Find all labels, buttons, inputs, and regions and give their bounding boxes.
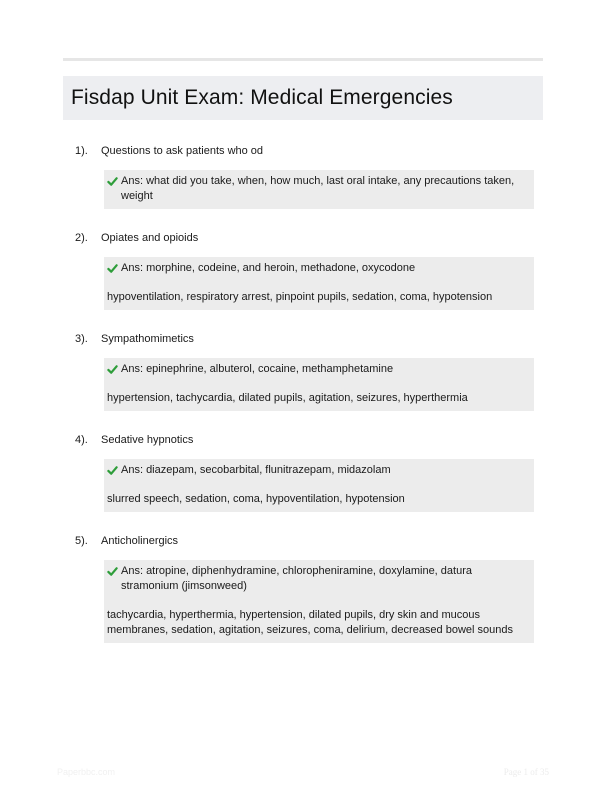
answer-details: slurred speech, sedation, coma, hypoventilation, hypotension (107, 493, 405, 505)
question-number: 5). (75, 535, 88, 547)
question-number: 3). (75, 333, 88, 345)
answer-text: Ans: what did you take, when, how much, last oral intake, any precautions taken, weight (121, 175, 515, 202)
answer-text: Ans: diazepam, secobarbital, flunitrazepam, midazolam (121, 464, 391, 476)
answer-text: Ans: morphine, codeine, and heroin, methadone, oxycodone (121, 262, 416, 274)
checkmark-icon (107, 364, 118, 375)
page-number: Page 1 of 35 (503, 767, 549, 777)
question-text: Opiates and opioids (101, 232, 199, 244)
question-item (63, 230, 543, 310)
answer-box (104, 560, 534, 643)
answer-box (104, 459, 534, 512)
title-banner (63, 76, 543, 120)
question-text: Sympathomimetics (101, 333, 194, 345)
answer-details: hypoventilation, respiratory arrest, pinpoint pupils, sedation, coma, hypotension (107, 291, 493, 303)
answer-details: tachycardia, hyperthermia, hypertension, dilated pupils, dry skin and mucous membranes, sedation, agitation, seizures, coma, delirium, decreased bowel sounds (107, 609, 513, 636)
question-number: 4). (75, 434, 88, 446)
question-text: Sedative hypnotics (101, 434, 194, 446)
checkmark-icon (107, 176, 118, 187)
question-list (63, 143, 543, 664)
footer-watermark: Paperbbc.com (57, 767, 116, 777)
top-divider (63, 58, 543, 61)
question-item (63, 533, 543, 643)
checkmark-icon (107, 566, 118, 577)
question-item (63, 432, 543, 512)
answer-box (104, 170, 534, 209)
checkmark-icon (107, 465, 118, 476)
answer-text: Ans: epinephrine, albuterol, cocaine, methamphetamine (121, 363, 394, 375)
question-item (63, 331, 543, 411)
checkmark-icon (107, 263, 118, 274)
answer-text: Ans: atropine, diphenhydramine, chloropheniramine, doxylamine, datura stramonium (jimsonweed) (121, 565, 472, 592)
question-item (63, 143, 543, 209)
question-number: 2). (75, 232, 88, 244)
question-text: Questions to ask patients who od (101, 145, 264, 157)
question-text: Anticholinergics (101, 535, 179, 547)
question-number: 1). (75, 145, 88, 157)
answer-box (104, 358, 534, 411)
answer-box (104, 257, 534, 310)
page-title: Fisdap Unit Exam: Medical Emergencies (71, 86, 453, 109)
answer-details: hypertension, tachycardia, dilated pupils, agitation, seizures, hyperthermia (107, 392, 468, 404)
